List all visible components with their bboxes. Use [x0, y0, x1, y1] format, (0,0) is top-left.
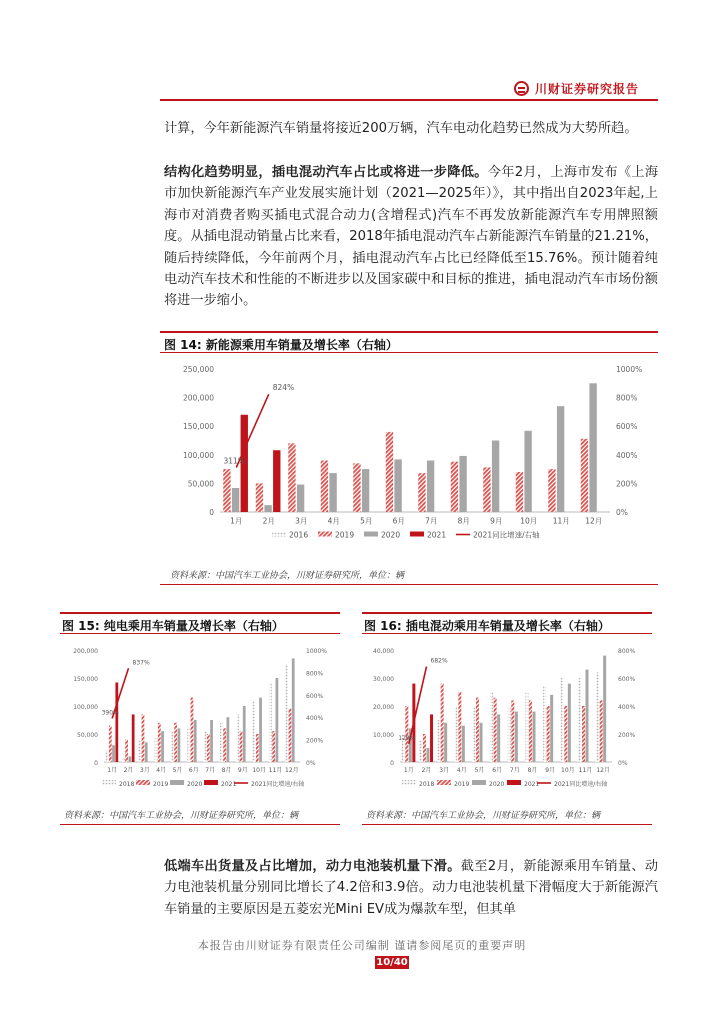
- bar-2019-7: [511, 700, 514, 762]
- bar-2018-6: [187, 728, 190, 762]
- growth-label: 682%: [430, 657, 448, 665]
- bar-2020-3: [444, 723, 447, 762]
- x-tick-label: 11月: [578, 767, 593, 774]
- bar-2018-4: [155, 737, 158, 762]
- y-tick-label-left: 0: [390, 760, 394, 767]
- bar-2019-4: [458, 692, 461, 762]
- bar-2020-8: [227, 717, 230, 762]
- bar-2020-5: [178, 728, 181, 762]
- legend-label: 2021: [524, 781, 540, 788]
- x-tick-label: 6月: [492, 767, 503, 774]
- y-tick-label-right: 400%: [306, 715, 324, 723]
- x-tick-label: 12月: [285, 767, 299, 774]
- bar-2019-12: [289, 709, 292, 762]
- bar-2019-12: [581, 439, 588, 512]
- bar-2018-9: [543, 686, 546, 762]
- legend-swatch-2021: [204, 780, 218, 785]
- x-tick-label: 8月: [221, 767, 232, 774]
- bar-2018-5: [171, 731, 174, 762]
- legend-label: 2021: [221, 781, 237, 788]
- fig16-title: 图 16: 插电混动乘用车销量及增长率（右轴）: [364, 619, 610, 633]
- bar-2018-8: [525, 692, 528, 762]
- bar-2019-6: [191, 698, 194, 762]
- bar-2019-11: [548, 469, 555, 512]
- paragraph-1-text: 计算，今年新能源汽车销量将接近200万辆，汽车电动化趋势已然成为大势所趋。: [164, 121, 638, 136]
- brand-name: 川财证券研究报告: [535, 82, 640, 96]
- x-tick-label: 4月: [156, 767, 167, 774]
- bar-2019-5: [353, 463, 360, 512]
- growth-label: 824%: [272, 383, 295, 393]
- bar-2019-10: [564, 706, 567, 762]
- bar-2018-5: [472, 706, 475, 762]
- bar-2018-2: [419, 740, 422, 762]
- bar-2019-4: [321, 461, 328, 512]
- y-tick-label-left: 50,000: [187, 479, 214, 489]
- bar-2019-11: [582, 706, 585, 762]
- bar-2020-10: [524, 431, 531, 512]
- legend-label: 2019: [454, 781, 470, 788]
- bar-2020-6: [194, 720, 197, 762]
- bar-2019-10: [256, 734, 259, 762]
- fig16-chart: [362, 638, 652, 800]
- fig16-source: 资料来源：中国汽车工业协会，川财证券研究所，单位：辆: [366, 811, 601, 821]
- y-tick-label-left: 50,000: [77, 732, 98, 739]
- bar-2019-8: [223, 728, 226, 762]
- bar-2019-5: [174, 723, 177, 762]
- y-tick-label-left: 250,000: [182, 365, 214, 374]
- brand-logo: [514, 80, 639, 97]
- paragraph-3: [164, 856, 658, 920]
- paragraph-2-lead: 结构化趋势明显，插电混动汽车占比或将进一步降低。: [164, 165, 488, 180]
- legend-label: 2021同比增速/右轴: [554, 781, 608, 788]
- bar-2019-1: [109, 726, 112, 762]
- bar-2020-11: [586, 670, 589, 762]
- bar-2020-5: [362, 469, 369, 512]
- fig15-source: 资料来源：中国汽车工业协会，川财证券研究所，单位：辆: [64, 811, 299, 821]
- header-divider: [160, 99, 658, 101]
- bar-2020-7: [210, 720, 213, 762]
- legend-label: 2021同比增速/右轴: [251, 781, 305, 788]
- bar-2020-3: [297, 485, 304, 512]
- bar-2020-6: [394, 459, 401, 512]
- bar-2019-5: [476, 698, 479, 762]
- y-tick-label-left: 100,000: [73, 704, 98, 711]
- paragraph-3-lead: 低端车出货量及占比增加，动力电池装机量下滑。: [164, 859, 461, 874]
- y-tick-label-right: 800%: [618, 648, 636, 655]
- fig14-title-rule: [160, 352, 658, 353]
- bar-2019-7: [418, 473, 425, 512]
- legend-swatch-2019: [136, 780, 150, 785]
- bar-2018-1: [106, 751, 109, 762]
- x-tick-label: 3月: [139, 767, 150, 774]
- x-tick-label: 8月: [457, 516, 470, 526]
- x-tick-label: 4月: [327, 516, 340, 526]
- legend-label: 2016: [289, 530, 309, 540]
- x-tick-label: 10月: [252, 767, 266, 774]
- bar-2019-1: [223, 469, 230, 512]
- growth-label: 837%: [132, 659, 150, 667]
- bar-2021-2: [430, 714, 433, 762]
- growth-label: 311%: [223, 456, 245, 466]
- legend-swatch-2019: [437, 780, 451, 785]
- footer-disclaimer: 本报告由川财证券有限责任公司编制 谨请参阅尾页的重要声明: [197, 939, 527, 952]
- x-tick-label: 6月: [392, 516, 405, 526]
- bar-2020-8: [533, 712, 536, 762]
- x-tick-label: 5月: [360, 516, 373, 526]
- bar-2019-8: [451, 462, 458, 512]
- y-tick-label-right: 400%: [618, 704, 636, 711]
- x-tick-label: 9月: [545, 767, 556, 774]
- y-tick-label-left: 40,000: [373, 648, 394, 655]
- y-tick-label-right: 800%: [616, 393, 638, 403]
- x-tick-label: 7月: [425, 516, 438, 526]
- legend-swatch-2018: [102, 780, 116, 785]
- legend-swatch-2020: [364, 532, 378, 537]
- x-tick-label: 10月: [561, 767, 575, 774]
- bar-2020-5: [480, 723, 483, 762]
- bar-2020-11: [557, 406, 564, 512]
- bar-2019-2: [256, 483, 263, 512]
- y-tick-label-right: 200%: [618, 732, 636, 739]
- bar-2018-11: [578, 678, 581, 762]
- x-tick-label: 11月: [268, 767, 283, 774]
- bar-2019-2: [125, 740, 128, 762]
- growth-line: [409, 667, 427, 744]
- bar-2021-2: [132, 714, 135, 762]
- legend-label: 2021: [427, 530, 447, 540]
- bar-2020-9: [550, 695, 553, 762]
- y-tick-label-left: 10,000: [373, 732, 394, 739]
- legend-swatch-2020: [472, 780, 486, 785]
- bar-2018-10: [253, 700, 256, 762]
- bar-2019-9: [483, 467, 490, 512]
- bar-2019-7: [207, 734, 210, 762]
- bar-2020-4: [329, 473, 336, 512]
- legend-label: 2020: [489, 781, 505, 788]
- paragraph-3-text: 截至2月，新能源乘用车销量、动力电池装机量分别同比增长了4.2倍和3.9倍。动力电池装机量下滑幅度大于新能源汽车销量的主要原因是五菱宏光Mini EV成为爆款车型，但其单: [164, 859, 659, 917]
- bar-2020-8: [459, 456, 466, 512]
- bar-2020-2: [427, 748, 430, 762]
- legend-label: 2018: [419, 781, 435, 788]
- fig15-chart: [60, 638, 340, 800]
- x-tick-label: 2月: [123, 767, 134, 774]
- x-tick-label: 10月: [520, 516, 538, 526]
- bar-2018-12: [596, 672, 599, 762]
- x-tick-label: 1月: [107, 767, 118, 774]
- legend-swatch-2016: [272, 532, 286, 537]
- y-tick-label-left: 30,000: [373, 676, 394, 683]
- fig14-chart: [160, 355, 658, 560]
- bar-2018-6: [490, 692, 493, 762]
- x-tick-label: 12月: [585, 516, 603, 526]
- bar-2020-2: [129, 756, 132, 762]
- y-tick-label-right: 800%: [306, 670, 324, 678]
- legend-label: 2020: [381, 530, 401, 540]
- legend-swatch-2021: [410, 532, 424, 537]
- fig14-source: 资料来源：中国汽车工业协会，川财证券研究所，单位：辆: [170, 571, 405, 581]
- fig15-title-rule: [60, 633, 340, 634]
- fig14-bottom-rule: [160, 584, 658, 585]
- y-tick-label-right: 400%: [616, 450, 638, 460]
- bar-2019-10: [516, 472, 523, 512]
- x-tick-label: 3月: [439, 767, 450, 774]
- bar-2020-1: [112, 745, 115, 762]
- bar-2020-6: [497, 714, 500, 762]
- x-tick-label: 4月: [456, 767, 467, 774]
- bar-2019-11: [272, 731, 275, 762]
- y-tick-label-right: 1000%: [306, 648, 327, 655]
- legend-label: 2021同比增速/右轴: [473, 530, 540, 540]
- legend-swatch-2019: [318, 532, 332, 537]
- bar-2020-9: [492, 441, 499, 513]
- fig15-bottom-rule: [60, 824, 340, 825]
- brand-icon: [514, 81, 529, 96]
- legend-swatch-2021: [507, 780, 521, 785]
- bar-2020-9: [243, 706, 246, 762]
- y-tick-label-right: 600%: [616, 422, 638, 432]
- bar-2020-12: [589, 383, 596, 512]
- y-tick-label-left: 200,000: [73, 648, 98, 655]
- y-tick-label-right: 200%: [616, 479, 638, 489]
- bar-2018-3: [437, 720, 440, 762]
- bar-2019-8: [529, 700, 532, 762]
- y-tick-label-left: 200,000: [182, 393, 214, 403]
- bar-2020-2: [264, 505, 271, 512]
- bar-2019-12: [600, 700, 603, 762]
- y-tick-label-left: 0: [209, 508, 214, 517]
- x-tick-label: 6月: [188, 767, 199, 774]
- fig16-bottom-rule: [362, 824, 652, 825]
- bar-2020-4: [161, 731, 164, 762]
- y-tick-label-right: 600%: [306, 692, 324, 700]
- y-tick-label-left: 0: [94, 760, 98, 767]
- fig15-title: 图 15: 纯电乘用车销量及增长率（右轴）: [62, 619, 284, 633]
- y-tick-label-right: 0%: [306, 760, 316, 767]
- legend-label: 2018: [119, 781, 135, 788]
- bar-2019-3: [142, 714, 145, 762]
- growth-label: 390%: [101, 709, 119, 717]
- y-tick-label-right: 1000%: [616, 365, 643, 374]
- legend-swatch-2018: [402, 780, 416, 785]
- bar-2020-12: [603, 656, 606, 762]
- paragraph-2: [164, 162, 658, 312]
- legend-swatch-2020: [170, 780, 184, 785]
- bar-2020-11: [276, 678, 279, 762]
- y-tick-label-right: 0%: [618, 760, 628, 767]
- bar-2018-8: [220, 723, 223, 762]
- fig16-top-rule: [362, 612, 652, 614]
- y-tick-label-left: 150,000: [182, 422, 214, 432]
- bar-2018-10: [561, 678, 564, 762]
- bar-2021-1: [115, 682, 118, 762]
- y-tick-label-right: 0%: [616, 508, 628, 517]
- bar-2020-4: [462, 726, 465, 762]
- bar-2020-10: [568, 684, 571, 762]
- bar-2021-2: [273, 450, 280, 512]
- bar-2019-3: [288, 443, 295, 512]
- y-tick-label-left: 100,000: [182, 450, 214, 460]
- x-tick-label: 2月: [421, 767, 432, 774]
- bar-2020-1: [232, 488, 239, 512]
- y-tick-label-right: 600%: [618, 676, 636, 683]
- x-tick-label: 12月: [596, 767, 610, 774]
- x-tick-label: 2月: [262, 516, 275, 526]
- y-tick-label-left: 20,000: [373, 704, 394, 711]
- bar-2018-2: [122, 758, 125, 762]
- bar-2018-3: [138, 740, 141, 762]
- x-tick-label: 8月: [527, 767, 538, 774]
- x-tick-label: 9月: [237, 767, 248, 774]
- bar-2020-10: [259, 698, 262, 762]
- legend-label: 2019: [153, 781, 169, 788]
- bar-2019-9: [547, 706, 550, 762]
- legend-label: 2019: [335, 530, 355, 540]
- bar-2019-6: [494, 698, 497, 762]
- bar-2020-3: [145, 742, 148, 762]
- paragraph-1: [164, 118, 658, 139]
- x-tick-label: 1月: [230, 516, 243, 526]
- paragraph-2-text: 今年2月，上海市发布《上海市加快新能源汽车产业发展实施计划（2021—2025年）》，其中指出自2023年起,上海市对消费者购买插电式混合动力(含增程式)汽车不再发放新能源汽车专用牌照额度。从插电混动销量占比来看，2018年插电混动汽车占新能源汽车销量的21.21%，随后持续降低，今年前两个月，插电混动汽车占比已经降低至15.76%。预计随着纯电动汽车技术和性能的不断进步以及国家碳中和目标的推进，插电混动汽车市场份额将进一步缩小。: [164, 165, 659, 309]
- bar-2019-2: [423, 734, 426, 762]
- bar-2020-7: [515, 712, 518, 762]
- bar-2018-7: [508, 706, 511, 762]
- fig14-title: 图 14: 新能源乘用车销量及增长率（右轴）: [164, 338, 398, 352]
- x-tick-label: 5月: [172, 767, 183, 774]
- x-tick-label: 11月: [552, 516, 570, 526]
- bar-2019-3: [441, 684, 444, 762]
- x-tick-label: 7月: [509, 767, 520, 774]
- bar-2020-12: [292, 658, 295, 762]
- y-tick-label-right: 200%: [306, 737, 324, 745]
- fig15-top-rule: [60, 612, 340, 614]
- fig16-title-rule: [362, 633, 652, 634]
- y-tick-label-left: 150,000: [73, 676, 98, 683]
- growth-label: 129%: [398, 734, 416, 742]
- bar-2018-11: [269, 684, 272, 762]
- legend-label: 2020: [187, 781, 203, 788]
- bar-2018-12: [285, 664, 288, 762]
- bar-2018-4: [455, 706, 458, 762]
- x-tick-label: 7月: [205, 767, 216, 774]
- x-tick-label: 5月: [474, 767, 485, 774]
- page-number: 10/40: [376, 957, 408, 968]
- bar-2020-7: [427, 461, 434, 512]
- x-tick-label: 9月: [490, 516, 503, 526]
- fig14-top-rule: [160, 331, 658, 333]
- x-tick-label: 3月: [295, 516, 308, 526]
- bar-2019-9: [240, 731, 243, 762]
- bar-2018-9: [236, 714, 239, 762]
- x-tick-label: 1月: [403, 767, 414, 774]
- bar-2019-4: [158, 723, 161, 762]
- bar-2019-6: [386, 432, 393, 512]
- bar-2018-7: [204, 731, 207, 762]
